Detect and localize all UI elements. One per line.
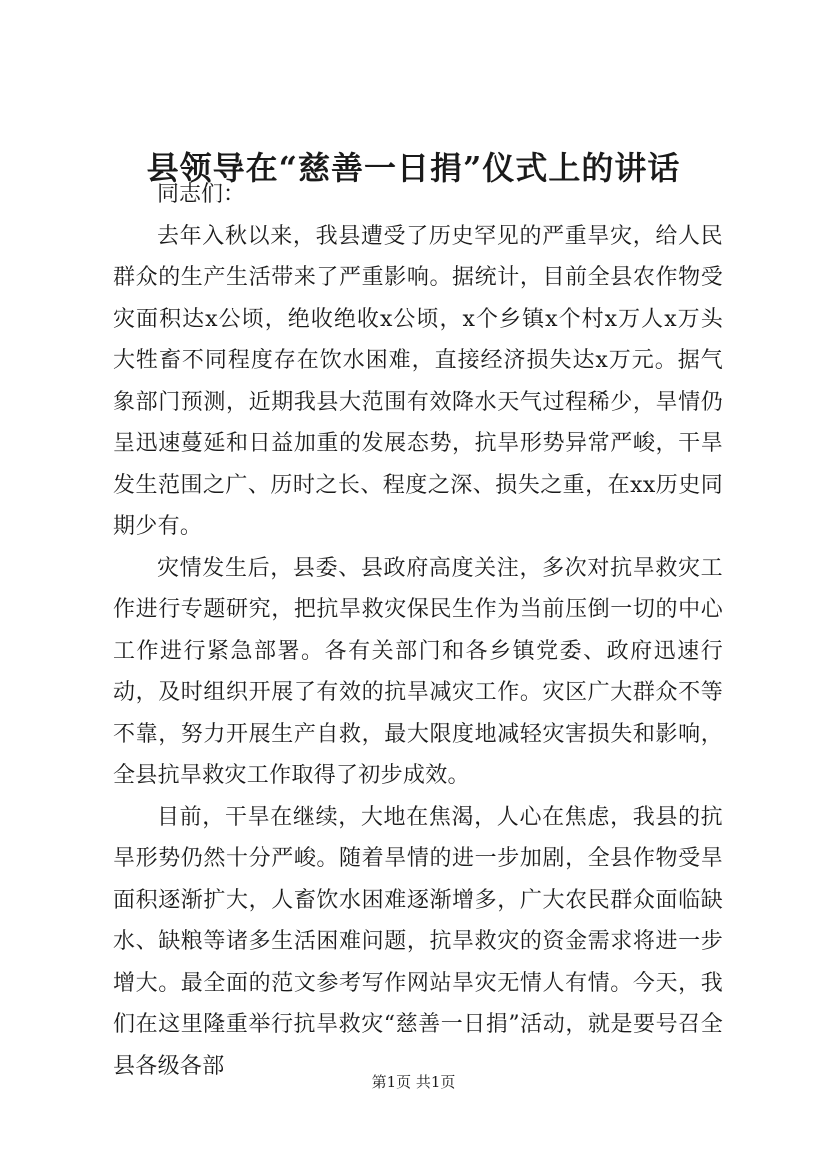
salutation: 同志们： (157, 182, 246, 207)
document-title: 县领导在“慈善一日捐”仪式上的讲话 (146, 149, 681, 187)
paragraph-2: 灾情发生后，县委、县政府高度关注，多次对抗旱救灾工作进行专题研究，把抗旱救灾保民生作为当前压倒一切的中心工作进行紧急部署。各有关部门和各乡镇党委、政府迅速行动，及时组织开展了有效的抗旱减灾工作。灾区广大群众不等不靠，努力开展生产自救，最大限度地减轻灾害损失和影响，全县抗旱救灾工作取得了初步成效。 (113, 555, 723, 788)
document-body (113, 174, 723, 1087)
paragraph-3: 目前，干旱在继续，大地在焦渴，人心在焦虑，我县的抗旱形势仍然十分严峻。随着旱情的进一步加剧，全县作物受旱面积逐渐扩大，人畜饮水困难逐渐增多，广大农民群众面临缺水、缺粮等诸多生活困难问题，抗旱救灾的资金需求将进一步增大。最全面的范文参考写作网站旱灾无情人有情。今天，我们在这里隆重举行抗旱救灾“慈善一日捐”活动，就是要号召全县各级各部 (113, 804, 723, 1079)
paragraph-1: 去年入秋以来，我县遭受了历史罕见的严重旱灾，给人民群众的生产生活带来了严重影响。据统计，目前全县农作物受灾面积达x公顷，绝收绝收x公顷，x个乡镇x个村x万人x万头大牲畜不同程度存在饮水困难，直接经济损失达x万元。据气象部门预测，近期我县大范围有效降水天气过程稀少，旱情仍呈迅速蔓延和日益加重的发展态势，抗旱形势异常严峻，干旱发生范围之广、历时之长、程度之深、损失之重，在xx历史同期少有。 (113, 223, 723, 539)
page-footer: 第1页 共1页 (371, 1073, 456, 1091)
